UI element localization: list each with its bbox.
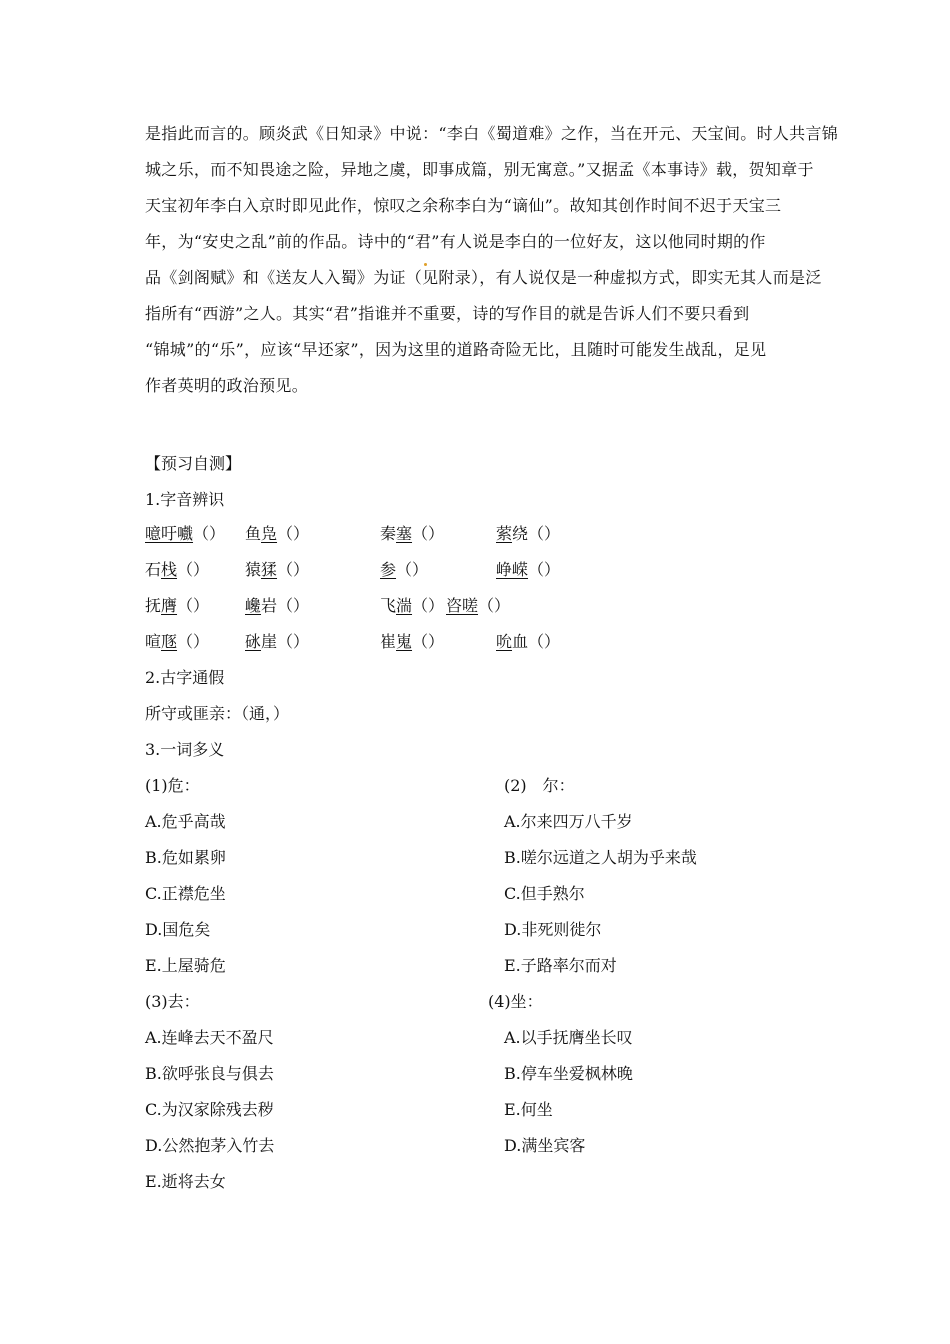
pronunciation-item: 石栈（） — [145, 560, 210, 579]
option-item: C.为汉家除残去秽 — [145, 1100, 274, 1119]
option-item: B.危如累卵 — [145, 848, 226, 867]
edit-mark — [424, 263, 427, 266]
option-item: A.尔来四万八千岁 — [504, 812, 633, 831]
intro-line: 是指此而言的。顾炎武《日知录》中说：“李白《蜀道难》之作，当在开元、天宝间。时人共言锦 — [145, 124, 839, 143]
pronunciation-item: 吮血（） — [496, 632, 561, 651]
intro-line: 指所有“西游”之人。其实“君”指谁并不重要，诗的写作目的就是告诉人们不要只看到 — [145, 304, 750, 323]
option-item: D.公然抱茅入竹去 — [145, 1136, 275, 1155]
option-item: E.上屋骑危 — [145, 956, 226, 975]
intro-line: 品《剑阁赋》和《送友人入蜀》为证（见附录），有人说仅是一种虚拟方式，即实无其人而是泛 — [145, 268, 822, 287]
option-item: B.欲呼张良与俱去 — [145, 1064, 274, 1083]
intro-line: 天宝初年李白入京时即见此作，惊叹之余称李白为“谪仙”。故知其创作时间不迟于天宝三 — [145, 196, 782, 215]
pronunciation-item: 巉岩（） — [245, 596, 310, 615]
pronunciation-item: 崔嵬（） — [380, 632, 445, 651]
intro-line: 年，为“安史之乱”前的作品。诗中的“君”有人说是李白的一位好友，这以他同时期的作 — [145, 232, 766, 251]
pronunciation-item: 抚膺（） — [145, 596, 210, 615]
option-item: E.何坐 — [504, 1100, 553, 1119]
pronunciation-item: 萦绕（） — [496, 524, 561, 543]
intro-paragraph — [145, 116, 839, 404]
pronunciation-item: 峥嵘（） — [496, 560, 561, 579]
option-item: B.停车坐爱枫林晚 — [504, 1064, 633, 1083]
intro-line: “锦城”的“乐”，应该“早还家”，因为这里的道路奇险无比，且随时可能发生战乱，足见 — [145, 340, 767, 359]
pronunciation-item: 噫吁嚱（） — [145, 524, 226, 543]
section-title: 【预习自测】 — [145, 454, 242, 473]
option-item: C.但手熟尔 — [504, 884, 585, 903]
option-item: A.连峰去天不盈尺 — [145, 1028, 274, 1047]
option-item: D.满坐宾客 — [504, 1136, 586, 1155]
option-item: C.正襟危坐 — [145, 884, 226, 903]
pronunciation-item: 参（） — [380, 560, 429, 579]
intro-line: 作者英明的政治预见。 — [145, 376, 309, 395]
pronunciation-item: 砯崖（） — [245, 632, 310, 651]
option-item: A.危乎高哉 — [145, 812, 226, 831]
intro-line: 城之乐，而不知畏途之险，异地之虞，即事成篇，别无寓意。”又据孟《本事诗》载，贺知章于 — [145, 160, 814, 179]
option-item: D.国危矣 — [145, 920, 211, 939]
group-label: (2) 尔： — [504, 776, 575, 795]
pronunciation-item: 喧豗（） — [145, 632, 210, 651]
pronunciation-item: 秦塞（） — [380, 524, 445, 543]
option-item: B.嗟尔远道之人胡为乎来哉 — [504, 848, 697, 867]
pronunciation-item: 咨嗟（） — [446, 596, 511, 615]
group-label: (4)坐： — [488, 992, 543, 1011]
pronunciation-item: 猿猱（） — [245, 560, 310, 579]
q2-title: 2.古字通假 — [145, 668, 225, 687]
q1-title: 1.字音辨识 — [145, 490, 225, 509]
option-item: A.以手抚膺坐长叹 — [504, 1028, 633, 1047]
pronunciation-item: 飞湍（） — [380, 596, 445, 615]
q3-title: 3.一词多义 — [145, 740, 225, 759]
q2-item: 所守或匪亲：（通，） — [145, 704, 290, 723]
group-label: (3)去： — [145, 992, 200, 1011]
group-label: (1)危： — [145, 776, 200, 795]
option-item: E.逝将去女 — [145, 1172, 226, 1191]
pronunciation-item: 鱼凫（） — [245, 524, 310, 543]
option-item: D.非死则徙尔 — [504, 920, 602, 939]
option-item: E.子路率尔而对 — [504, 956, 617, 975]
